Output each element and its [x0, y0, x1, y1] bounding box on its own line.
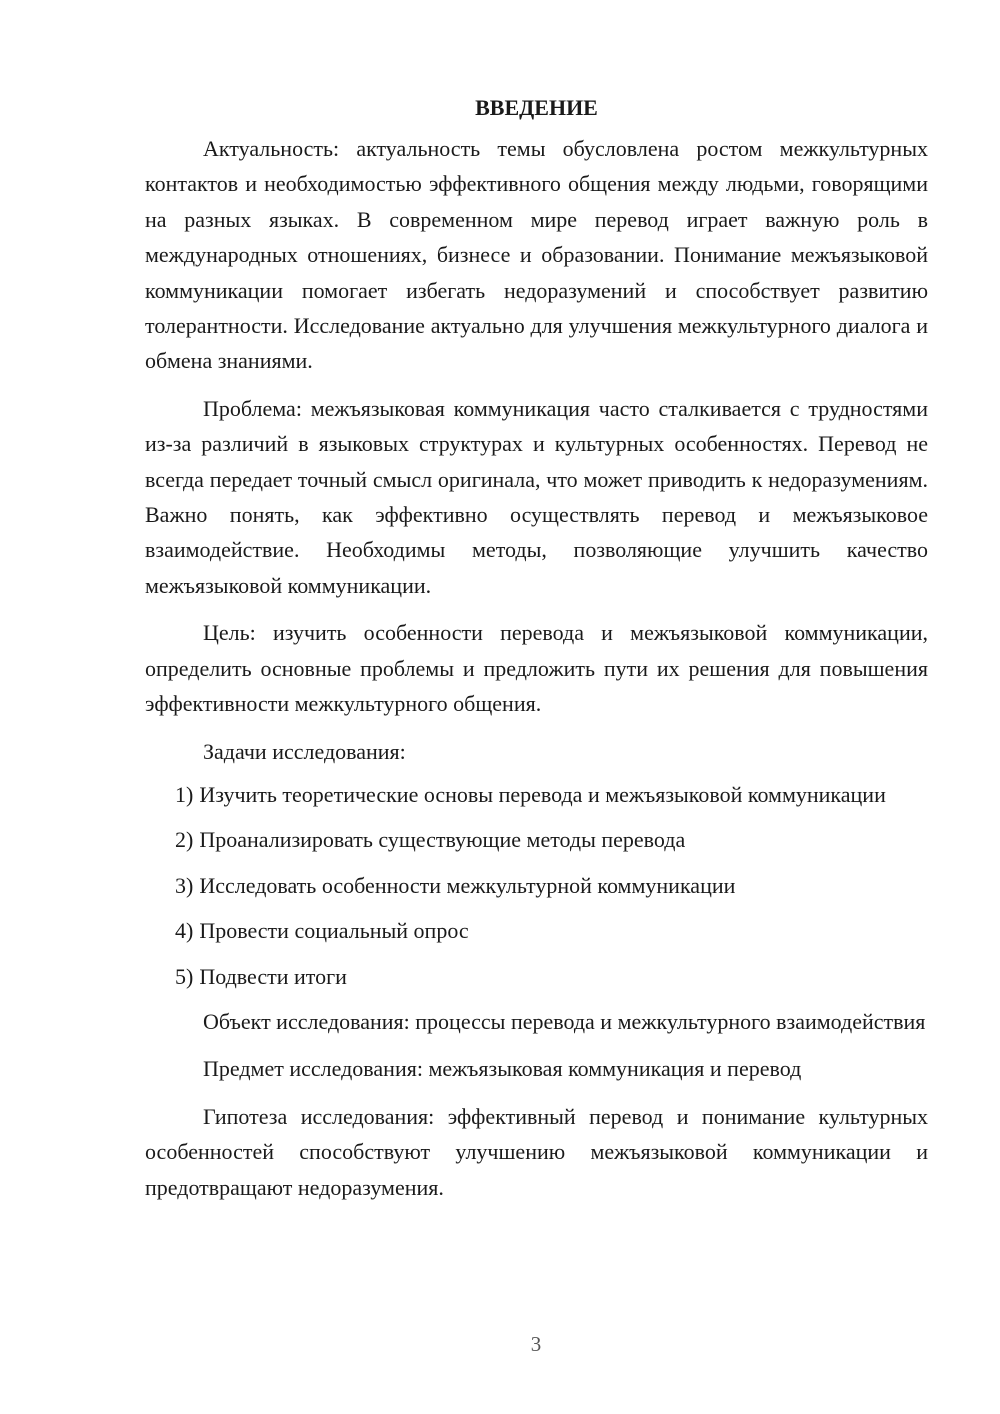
paragraph-relevance: Актуальность: актуальность темы обусловлена ростом межкультурных контактов и необходимостью эффективного общения между людьми, говорящими на разных языках. В современном мире перевод играет важную роль в международных отношениях, бизнесе и образовании. Понимание межъязыковой коммуникации помогает избегать недоразумений и способствует развитию толерантности. Исследование актуально для улучшения межкультурного диалога и обмена знаниями. — [145, 136, 928, 374]
paragraph-goal: Цель: изучить особенности перевода и межъязыковой коммуникации, определить основные проблемы и предложить пути их решения для повышения эффективности межкультурного общения. — [145, 620, 928, 717]
task-number: 2) — [175, 827, 194, 853]
task-item — [145, 822, 928, 857]
task-item — [145, 777, 928, 812]
document-page — [145, 90, 928, 1217]
task-number: 1) — [175, 781, 194, 807]
paragraph-problem: Проблема: межъязыковая коммуникация часто сталкивается с трудностями из-за различий в языковых структурах и культурных особенностях. Перевод не всегда передает точный смысл оригинала, что может приводить к недоразумениям. Важно понять, как эффективно осуществлять перевод и межъязыковое взаимодействие. Необходимы методы, позволяющие улучшить качество межъязыковой коммуникации. — [145, 395, 928, 598]
tasks-list — [145, 777, 928, 994]
task-item — [145, 913, 928, 948]
paragraph-hypothesis: Гипотеза исследования: эффективный перевод и понимание культурных особенностей способствуют улучшению межъязыковой коммуникации и предотвращают недоразумения. — [145, 1103, 928, 1200]
task-number: 3) — [175, 872, 194, 898]
task-text: Исследовать особенности межкультурной коммуникации — [199, 872, 736, 898]
task-number: 5) — [175, 963, 194, 989]
page-number: 3 — [530, 1332, 542, 1356]
task-item — [145, 868, 928, 903]
section-title: ВВЕДЕНИЕ — [475, 95, 598, 120]
task-text: Изучить теоретические основы перевода и межъязыковой коммуникации — [199, 781, 886, 807]
paragraph-subject: Предмет исследования: межъязыковая коммуникация и перевод — [203, 1056, 802, 1082]
task-item — [145, 959, 928, 994]
task-number: 4) — [175, 918, 194, 944]
task-text: Подвести итоги — [199, 963, 347, 989]
tasks-heading: Задачи исследования: — [203, 738, 406, 764]
paragraph-object: Объект исследования: процессы перевода и межкультурного взаимодействия — [203, 1008, 926, 1034]
task-text: Проанализировать существующие методы перевода — [199, 827, 686, 853]
task-text: Провести социальный опрос — [199, 918, 469, 944]
